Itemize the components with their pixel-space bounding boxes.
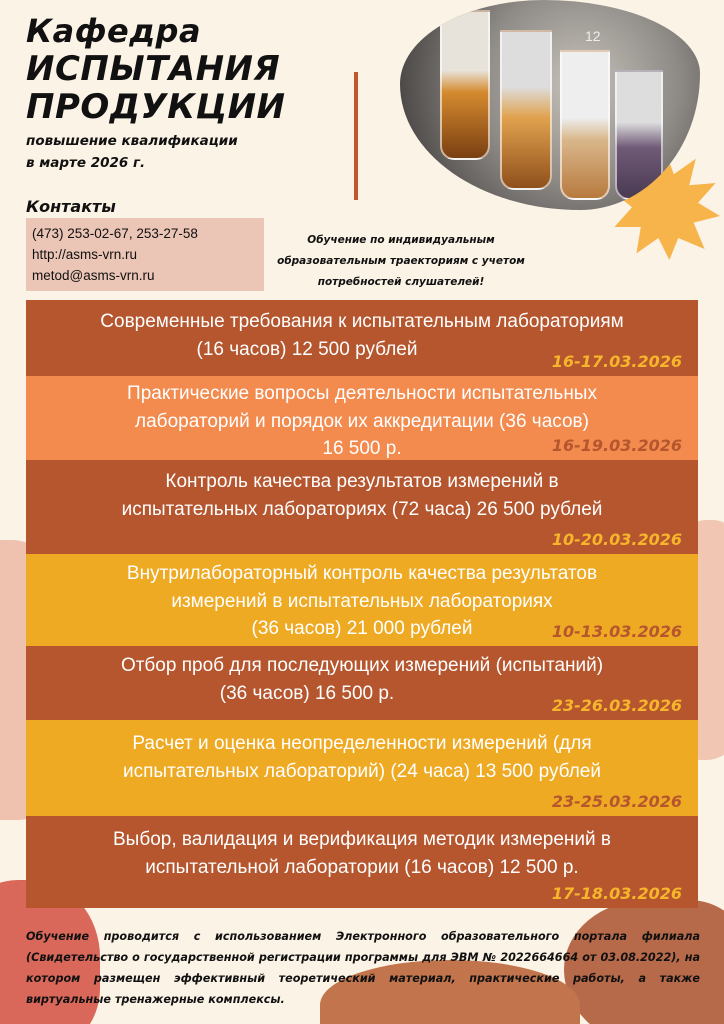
training-note: Обучение по индивидуальным образовательным траекториям с учетом потребностей слушателей! bbox=[277, 234, 525, 288]
course-name-line: 16 500 р. bbox=[322, 438, 402, 459]
course-date: 16-17.03.2026 bbox=[551, 352, 682, 371]
course-date: 16-19.03.2026 bbox=[551, 436, 682, 455]
course-item bbox=[26, 554, 698, 646]
course-name-line: испытательных лабораториях (72 часа) 26 500 рублей bbox=[121, 498, 603, 520]
course-date: 10-20.03.2026 bbox=[551, 530, 682, 549]
course-name-line: лабораторий и порядок их аккредитации (36 часов) bbox=[135, 410, 589, 432]
photo-number-label: 12 bbox=[585, 28, 601, 44]
course-name-line: Внутрилабораторный контроль качества результатов bbox=[126, 563, 598, 584]
course-name-line: измерений в испытательных лабораториях bbox=[171, 590, 553, 612]
department-title-line1: ИСПЫТАНИЯ bbox=[26, 49, 281, 89]
course-name-line: Расчет и оценка неопределенности измерений (для bbox=[132, 733, 592, 754]
course-date: 10-13.03.2026 bbox=[551, 622, 682, 641]
course-item bbox=[26, 720, 698, 816]
vertical-divider bbox=[354, 72, 358, 200]
course-name-line: испытательной лаборатории (16 часов) 12 500 р. bbox=[145, 856, 579, 878]
contact-email[interactable]: metod@asms-vrn.ru bbox=[32, 268, 155, 283]
contact-phone: (473) 253-02-67, 253-27-58 bbox=[32, 226, 198, 241]
test-tube bbox=[615, 70, 663, 200]
course-item bbox=[26, 646, 698, 720]
contact-website[interactable]: http://asms-vrn.ru bbox=[32, 247, 138, 262]
test-tube bbox=[500, 30, 552, 190]
course-date: 23-25.03.2026 bbox=[551, 792, 682, 811]
contacts-title: Контакты bbox=[26, 197, 116, 216]
subtitle-line2: в марте 2026 г. bbox=[26, 155, 146, 171]
department-title-line2: ПРОДУКЦИИ bbox=[26, 87, 286, 127]
course-item bbox=[26, 816, 698, 908]
course-list bbox=[26, 300, 698, 908]
test-tube bbox=[440, 10, 490, 160]
contacts-section bbox=[26, 196, 264, 291]
course-item bbox=[26, 376, 698, 460]
course-item bbox=[26, 460, 698, 554]
course-name-line: Отбор проб для последующих измерений (испытаний) bbox=[120, 655, 604, 676]
course-date: 23-26.03.2026 bbox=[551, 696, 682, 715]
course-name-line: Практические вопросы деятельности испытательных bbox=[127, 383, 597, 404]
lab-test-tubes-photo bbox=[400, 0, 700, 210]
course-name-line: Контроль качества результатов измерений в bbox=[165, 471, 559, 492]
footer-note: Обучение проводится с использованием Электронного образовательного портала филиала (Свидетельство о государственной регистрации программы для ЭВМ № 2022664664 от 03.08.2022), на котором размещен эффективный теоретический материал, практические работы, а также виртуальные тренажерные комплексы. bbox=[26, 930, 700, 1006]
course-name-line: Выбор, валидация и верификация методик измерений в bbox=[113, 829, 611, 850]
header bbox=[26, 12, 336, 174]
course-name-line: (16 часов) 12 500 рублей bbox=[196, 338, 418, 360]
course-name-line: испытательных лабораторий) (24 часа) 13 500 рублей bbox=[123, 760, 601, 782]
course-name-line: Современные требования к испытательным лабораториям bbox=[100, 311, 624, 332]
department-label: Кафедра bbox=[26, 12, 202, 50]
course-name-line: (36 часов) 21 000 рублей bbox=[251, 618, 473, 639]
course-item bbox=[26, 300, 698, 376]
contacts-box bbox=[26, 218, 264, 291]
test-tube bbox=[560, 50, 610, 200]
course-date: 17-18.03.2026 bbox=[551, 884, 682, 903]
course-name-line: (36 часов) 16 500 р. bbox=[219, 682, 395, 704]
subtitle-line1: повышение квалификации bbox=[26, 133, 238, 149]
